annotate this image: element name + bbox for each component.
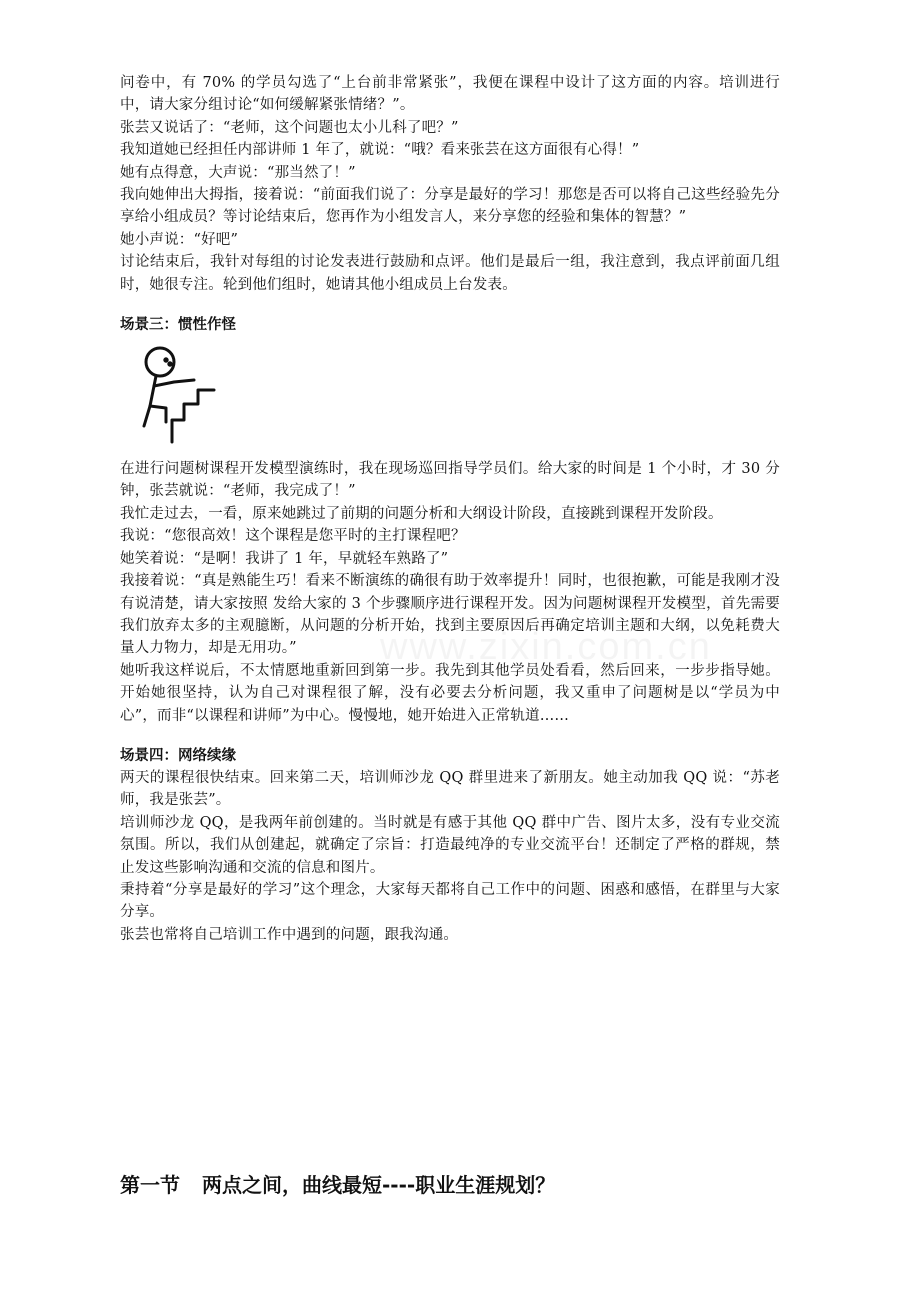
paragraph: 张芸又说话了：“老师，这个问题也太小儿科了吧？”: [120, 119, 459, 136]
paragraph: 讨论结束后，我针对每组的讨论发表进行鼓励和点评。他们是最后一组，我注意到，我点评前面几组时，她很专注。轮到他们组时，她请其他小组成员上台发表。: [120, 254, 780, 293]
paragraph: 她小声说：“好吧”: [120, 231, 239, 248]
paragraph: 我向她伸出大拇指，接着说：“前面我们说了：分享是最好的学习！那您是否可以将自己这些经验先分享给小组成员？等讨论结束后，您再作为小组发言人，来分享您的经验和集体的智慧？”: [120, 187, 780, 226]
paragraph: 我忙走过去，一看，原来她跳过了前期的问题分析和大纲设计阶段，直接跳到课程开发阶段。: [120, 505, 723, 522]
paragraph: 我说：“您很高效！这个课程是您平时的主打课程吧？: [120, 528, 466, 545]
paragraph: 我接着说：“真是熟能生巧！看来不断演练的确很有助于效率提升！同时，也很抱歉，可能是我刚才没有说清楚，请大家按照 发给大家的 3 个步骤顺序进行课程开发。因为问题树课程开发模型，首先需要我们放弃太多的主观臆断，从问题的分析开始，找到主要原因后再确定培训主题和大纲，以免耗费大量人力物力，却是无用功。”: [120, 573, 780, 657]
paragraph: 问卷中，有 70% 的学员勾选了“上台前非常紧张”，我便在课程中设计了这方面的内容。培训进行中，请大家分组讨论“如何缓解紧张情绪？”。: [120, 75, 780, 114]
section-number: 第一节: [120, 1173, 180, 1197]
paragraph: 张芸也常将自己培训工作中遇到的问题，跟我沟通。: [120, 926, 459, 943]
paragraph: 秉持着“分享是最好的学习”这个理念，大家每天都将自己工作中的问题、困惑和感悟，在群里与大家分享。: [120, 881, 780, 921]
document-page: [120, 72, 780, 946]
paragraph: 我知道她已经担任内部讲师 1 年了，就说：“哦？看来张芸在这方面很有心得！”: [120, 142, 640, 159]
scene4-section: [120, 745, 780, 946]
scene3-heading: 场景三：惯性作怪: [120, 317, 236, 334]
paragraph: 在进行问题树课程开发模型演练时，我在现场巡回指导学员们。给大家的时间是 1 个小时，才 30 分钟，张芸就说：“老师，我完成了！”: [120, 461, 780, 500]
section-heading: 两点之间，曲线最短----职业生涯规划？: [202, 1173, 556, 1197]
section-title: [120, 1171, 555, 1199]
scene4-heading: 场景四：网络续缘: [120, 747, 236, 764]
paragraph: 两天的课程很快结束。回来第二天，培训师沙龙 QQ 群里进来了新朋友。她主动加我 QQ 说：“苏老师，我是张芸”。: [120, 769, 780, 809]
paragraph: 她笑着说：“是啊！我讲了 1 年，早就轻车熟路了”: [120, 550, 449, 567]
paragraph: 她有点得意，大声说：“那当然了！”: [120, 164, 356, 181]
paragraph: 培训师沙龙 QQ，是我两年前创建的。当时就是有感于其他 QQ 群中广告、图片太多，没有专业交流氛围。所以，我们从创建起，就确定了宗旨：打造最纯净的专业交流平台！还制定了严格的群规，禁止发这些影响沟通和交流的信息和图片。: [120, 814, 780, 876]
scene3-section: [120, 314, 780, 727]
paragraph: 她听我这样说后，不太情愿地重新回到第一步。我先到其他学员处看看，然后回来，一步步指导她。开始她很坚持，认为自己对课程很了解，没有必要去分析问题，我又重申了问题树是以“学员为中心”，而非“以课程和讲师”为中心。慢慢地，她开始进入正常轨道……: [120, 662, 780, 724]
stick-figure-climbing-stairs-icon: [120, 342, 230, 446]
scene2-continuation: [120, 72, 780, 296]
